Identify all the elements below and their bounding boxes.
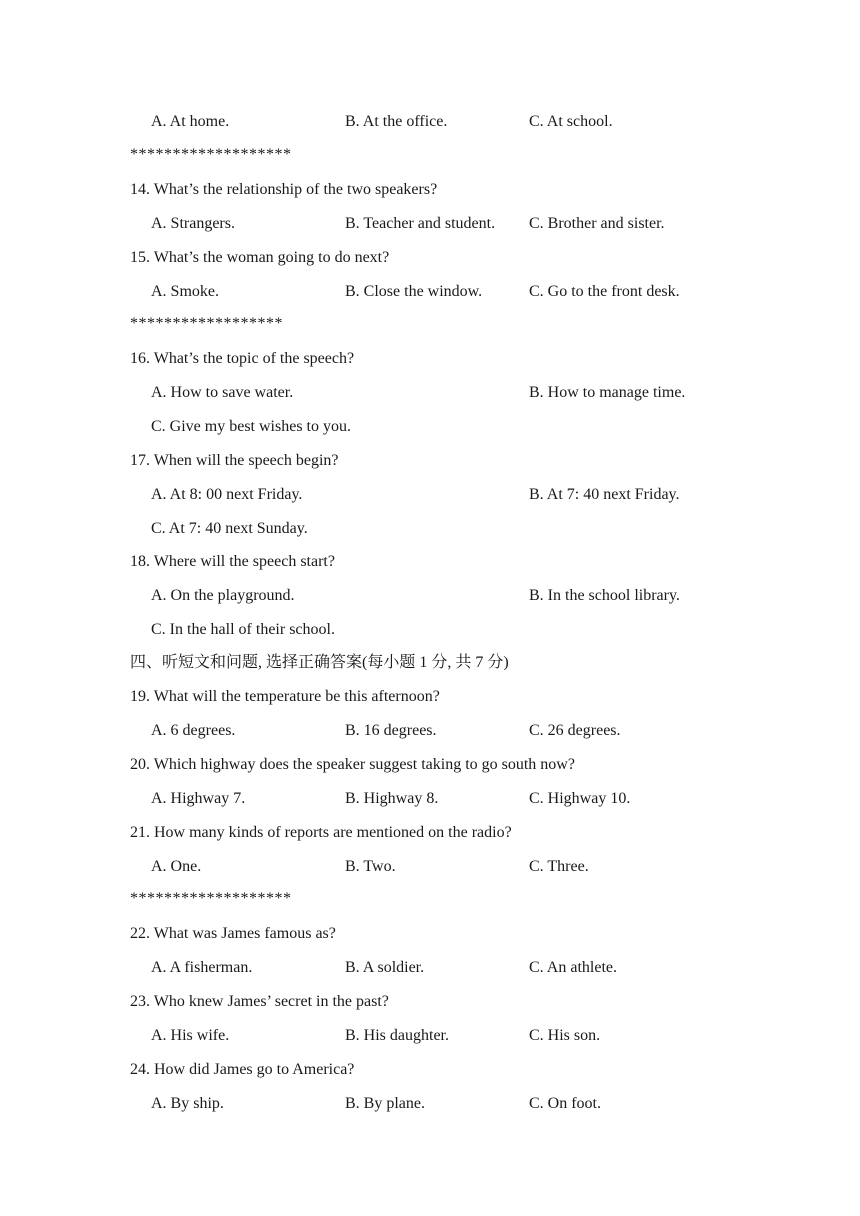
answer-option: C. At school. [529,113,613,130]
question-text: 18. Where will the speech start? [130,553,335,570]
question-text: 17. When will the speech begin? [130,452,339,469]
answer-option: C. His son. [529,1027,601,1044]
answer-option: A. How to save water. [151,384,294,401]
answer-option: B. 16 degrees. [345,722,437,739]
answer-option: A. At 8: 00 next Friday. [151,486,303,503]
answer-option: B. His daughter. [345,1027,449,1044]
question-text: 21. How many kinds of reports are mentioned on the radio? [130,824,512,841]
answer-option: B. A soldier. [345,959,425,976]
answer-option: B. How to manage time. [529,384,686,401]
answer-option: C. On foot. [529,1095,601,1112]
question-text: 15. What’s the woman going to do next? [130,249,390,266]
question-text: 24. How did James go to America? [130,1061,355,1078]
answer-option: C. Three. [529,858,589,875]
answer-option: A. Smoke. [151,283,219,300]
answer-option: B. In the school library. [529,587,680,604]
answer-option: C. Go to the front desk. [529,283,680,300]
answer-option: A. One. [151,858,202,875]
separator: ****************** [130,315,283,332]
section-heading: 四、听短文和问题, 选择正确答案(每小题 1 分, 共 7 分) [130,654,509,671]
answer-option: B. At the office. [345,113,448,130]
answer-option: A. A fisherman. [151,959,253,976]
answer-option: A. 6 degrees. [151,722,236,739]
question-text: 22. What was James famous as? [130,925,336,942]
separator: ******************* [130,890,292,907]
answer-option: B. Teacher and student. [345,215,496,232]
question-text: 23. Who knew James’ secret in the past? [130,993,389,1010]
answer-option: C. In the hall of their school. [151,621,335,638]
question-text: 19. What will the temperature be this afternoon? [130,688,440,705]
question-text: 14. What’s the relationship of the two speakers? [130,181,438,198]
answer-option: A. Highway 7. [151,790,246,807]
separator: ******************* [130,146,292,163]
answer-option: C. Brother and sister. [529,215,665,232]
question-text: 20. Which highway does the speaker suggest taking to go south now? [130,756,575,773]
answer-option: B. By plane. [345,1095,425,1112]
answer-option: C. An athlete. [529,959,617,976]
answer-option: A. By ship. [151,1095,224,1112]
answer-option: A. His wife. [151,1027,230,1044]
answer-option: A. Strangers. [151,215,235,232]
answer-option: B. Two. [345,858,396,875]
answer-option: B. Highway 8. [345,790,439,807]
answer-option: C. 26 degrees. [529,722,621,739]
answer-option: C. At 7: 40 next Sunday. [151,520,308,537]
answer-option: B. Close the window. [345,283,483,300]
answer-option: B. At 7: 40 next Friday. [529,486,680,503]
answer-option: C. Highway 10. [529,790,631,807]
answer-option: A. On the playground. [151,587,295,604]
answer-option: A. At home. [151,113,230,130]
answer-option: C. Give my best wishes to you. [151,418,351,435]
question-text: 16. What’s the topic of the speech? [130,350,355,367]
